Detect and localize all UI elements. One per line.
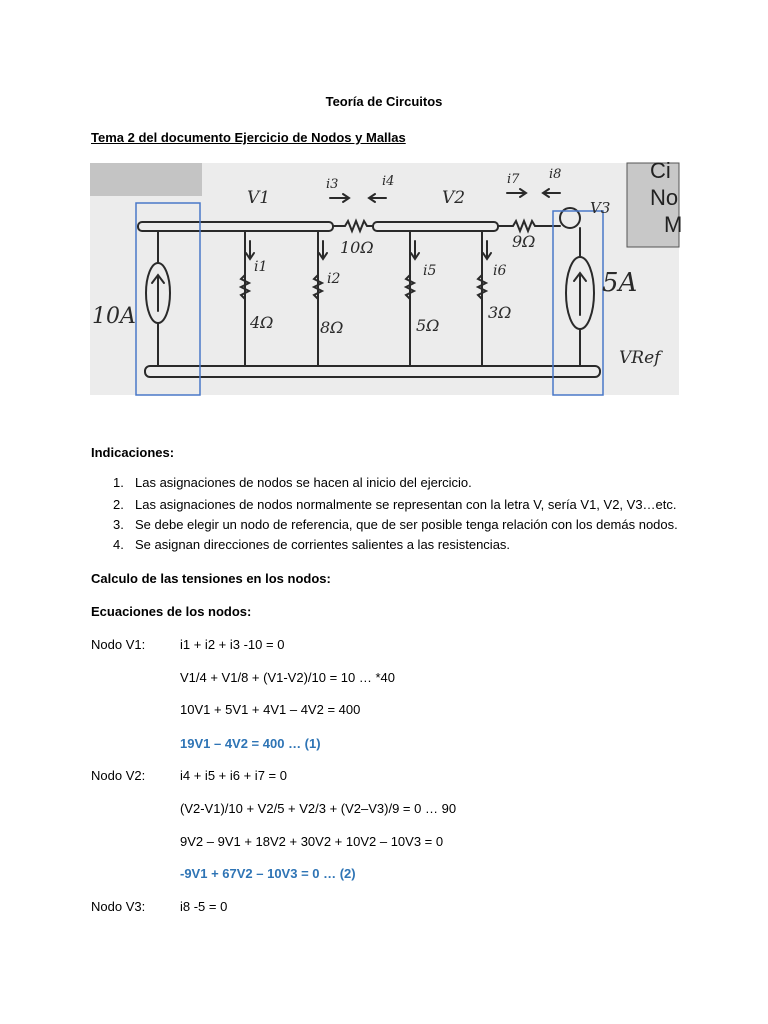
label-r5: 5Ω	[416, 316, 440, 335]
node-v2-eq-2: (V2-V1)/10 + V2/5 + V2/3 + (V2–V3)/9 = 0 … 90	[180, 801, 457, 816]
list-item-text: Las asignaciones de nodos normalmente se representan con la letra V, sería V1, V2, V3…etc.	[135, 497, 677, 512]
list-item: 2. Las asignaciones de nodos normalmente se representan con la letra V, sería V1, V2, V3…etc.	[113, 497, 677, 512]
label-i6: i6	[493, 263, 507, 279]
document-subtitle: Tema 2 del documento Ejercicio de Nodos y Mallas	[91, 130, 406, 145]
node-v2-result: -9V1 + 67V2 – 10V3 = 0 … (2)	[180, 866, 356, 881]
circuit-figure	[90, 158, 683, 395]
node-v1-eq-3: 10V1 + 5V1 + 4V1 – 4V2 = 400	[180, 702, 361, 717]
label-i8: i8	[549, 167, 562, 182]
node-v1-label: Nodo V1:	[91, 637, 146, 652]
label-10a: 10A	[92, 304, 136, 329]
label-5a: 5A	[602, 268, 638, 298]
label-v3: V3	[590, 199, 611, 217]
node-v3-label: Nodo V3:	[91, 899, 146, 914]
node-v2-label: Nodo V2:	[91, 768, 146, 783]
calc-heading: Calculo de las tensiones en los nodos:	[91, 571, 331, 586]
page-title: Teoría de Circuitos	[325, 94, 443, 109]
list-item-text: Las asignaciones de nodos se hacen al inicio del ejercicio.	[135, 475, 472, 490]
equations-heading: Ecuaciones de los nodos:	[91, 604, 252, 619]
label-r3: 3Ω	[488, 303, 512, 322]
node-v3-eq-1: i8 -5 = 0	[180, 899, 228, 914]
label-i2: i2	[327, 271, 341, 287]
label-i5: i5	[423, 263, 437, 279]
label-i4: i4	[382, 174, 395, 189]
label-r10: 10Ω	[340, 238, 374, 257]
panel-text-2: No	[650, 185, 679, 210]
node-v1-eq-1: i1 + i2 + i3 -10 = 0	[180, 637, 285, 652]
label-vref: VRef	[619, 348, 661, 368]
node-v1-result: 19V1 – 4V2 = 400 … (1)	[180, 736, 321, 751]
label-i1: i1	[254, 259, 268, 275]
list-item: 1. Las asignaciones de nodos se hacen al inicio del ejercicio.	[113, 475, 472, 490]
list-item: 4. Se asignan direcciones de corrientes salientes a las resistencias.	[113, 537, 511, 552]
label-v2: V2	[442, 188, 466, 208]
list-item-text: Se asignan direcciones de corrientes salientes a las resistencias.	[135, 537, 511, 552]
label-i3: i3	[326, 177, 339, 192]
node-v1-eq-2: V1/4 + V1/8 + (V1-V2)/10 = 10 … *40	[180, 670, 395, 685]
list-item: 3. Se debe elegir un nodo de referencia, que de ser posible tenga relación con los demás nodos.	[113, 517, 678, 532]
label-i7: i7	[507, 172, 520, 187]
indicaciones-heading: Indicaciones:	[91, 445, 175, 460]
panel-text-3: M	[664, 212, 683, 237]
label-r8: 8Ω	[320, 318, 344, 337]
panel-text-1: Ci	[650, 158, 671, 183]
node-v2-eq-1: i4 + i5 + i6 + i7 = 0	[180, 768, 287, 783]
label-v1: V1	[247, 188, 271, 208]
label-r4: 4Ω	[250, 313, 274, 332]
node-v2-eq-3: 9V2 – 9V1 + 18V2 + 30V2 + 10V2 – 10V3 = 0	[180, 834, 444, 849]
label-r9: 9Ω	[512, 232, 536, 251]
top-left-panel	[90, 163, 202, 196]
list-item-text: Se debe elegir un nodo de referencia, que de ser posible tenga relación con los demás nodos.	[135, 517, 678, 532]
